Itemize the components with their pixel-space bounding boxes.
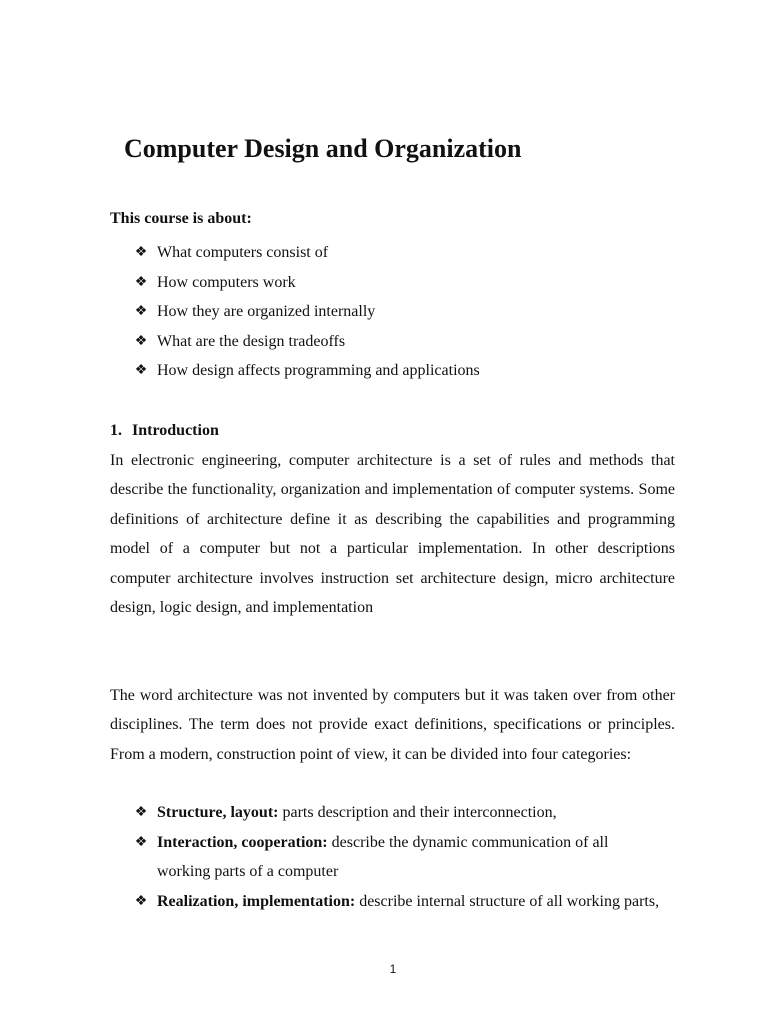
list-item <box>133 330 480 360</box>
diamond-bullet-icon: ❖ <box>134 274 148 290</box>
diamond-bullet-icon: ❖ <box>134 333 148 349</box>
list-item <box>133 300 480 330</box>
list-item-text: How computers work <box>157 273 296 291</box>
list-item <box>133 828 664 887</box>
section-number: 1. <box>110 422 122 439</box>
diamond-bullet-icon: ❖ <box>134 893 148 909</box>
category-text: describe the dynamic communication of all working parts of a computer <box>157 833 609 880</box>
diamond-bullet-icon: ❖ <box>134 304 148 320</box>
diamond-bullet-icon: ❖ <box>134 834 148 850</box>
diamond-bullet-icon: ❖ <box>134 363 148 379</box>
category-body <box>157 887 664 917</box>
page-number: 1 <box>389 962 397 976</box>
list-item <box>133 798 664 828</box>
category-term: Interaction, cooperation: <box>157 833 328 851</box>
list-item-text: How they are organized internally <box>157 303 376 321</box>
category-term: Structure, layout: <box>157 804 279 821</box>
diamond-bullet-icon: ❖ <box>134 245 148 260</box>
category-text: parts description and their interconnection, <box>278 804 557 821</box>
architecture-paragraph: The word architecture was not invented by computers but it was taken over from other disciplines. The term does not provide exact definitions, specifications or principles. From a modern, construction point of view, it can be divided into four categories: <box>110 687 675 763</box>
document-title: Computer Design and Organization <box>124 134 522 163</box>
list-item <box>133 887 664 917</box>
diamond-bullet-icon: ❖ <box>134 805 148 820</box>
intro-paragraph: In electronic engineering, computer architecture is a set of rules and methods that describe the functionality, organization and implementation of computer systems. Some definitions of architecture define it as describing the capabilities and programming model of a computer but not a particular implementation. In other descriptions computer architecture involves instruction set architecture design, micro architecture design, logic design, and implementation <box>110 452 675 617</box>
category-body <box>157 798 664 828</box>
list-item <box>133 241 480 271</box>
category-text: describe internal structure of all working parts, <box>355 892 660 910</box>
category-term: Realization, implementation: <box>157 892 356 910</box>
list-item-text: What computers consist of <box>157 244 329 261</box>
list-item <box>133 359 480 389</box>
section-heading <box>110 419 219 443</box>
list-item-text: What are the design tradeoffs <box>157 332 346 350</box>
category-body <box>157 828 664 887</box>
course-lead: This course is about: <box>110 210 252 227</box>
categories-list <box>133 798 664 916</box>
list-item <box>133 271 480 301</box>
section-title: Introduction <box>132 422 219 439</box>
list-item-text: How design affects programming and applications <box>157 362 480 380</box>
course-topics-list <box>133 241 480 389</box>
